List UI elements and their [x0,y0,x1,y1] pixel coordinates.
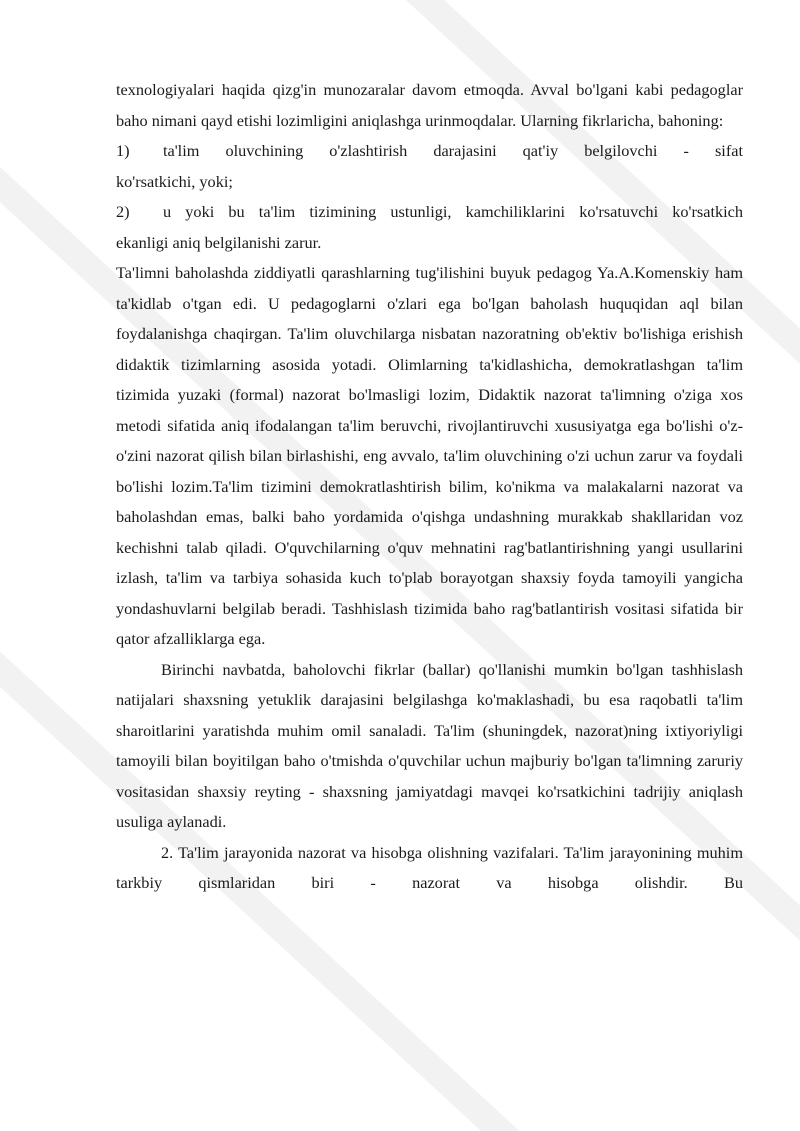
body-paragraph: Birinchi navbatda, baholovchi fikrlar (ballar) qo'llanishi mumkin bo'lgan tashhislash natijalari shaxsning yetuklik darajasini belgilashga ko'maklashadi, bu esa raqobatli ta'lim sharoitlarini yaratishda muhim omil sanaladi. Ta'lim (shuningdek, nazorat)ning ixtiyoriyligi tamoyili bilan boyitilgan baho o'tmishda o'quvchilar uchun majburiy bo'lgan ta'limning zaruriy vositasidan shaxsiy reyting - shaxsning jamiyatdagi mavqei ko'rsatkichini tadrijiy aniqlash usuliga aylanadi. [116,659,743,831]
body-paragraph: Ta'limni baholashda ziddiyatli qarashlarning tug'ilishini buyuk pedagog Ya.A.Komenskiy ham ta'kidlab o'tgan edi. U pedagoglarni o'zlari ega bo'lgan baholash huquqidan aql bilan foydalanishga chaqirgan. Ta'lim oluvchilarga nisbatan nazoratning ob'ektiv bo'lishiga erishish didaktik tizimlarning asosida yotadi. Olimlarning ta'kidlashicha, demokratlashgan ta'lim tizimida yuzaki (formal) nazorat bo'lmasligi lozim, Didaktik nazorat ta'limning o'ziga xos metodi sifatida aniq ifodalangan ta'lim beruvchi, rivojlantiruvchi xususiyatga ega bo'lishi o'z-o'zini nazorat qilish bilan birlashishi, eng avvalo, ta'lim oluvchining o'zi uchun zarur va foydali bo'lishi lozim.Ta'lim tizimini demokratlashtirish bilim, ko'nikma va malakalarni nazorat va baholashdan emas, balki baho yordamida o'qishga undashning murakkab shakllaridan voz kechishni talab qiladi. O'quvchilarning o'quv mehnatini rag'batlantirishning yangi usullarini izlash, ta'lim va tarbiya sohasida kuch to'plab borayotgan shaxsiy foyda tamoyili yangicha yondashuvlarni belgilab beradi. Tashhislash tizimida baho rag'batlantirish vositasi sifatida bir qator afzalliklarga ega. [116,263,743,648]
list-item-number: 1) [116,141,130,160]
list-item-number: 2) [116,202,130,221]
intro-paragraph: texnologiyalari haqida qizg'in munozaralar davom etmoqda. Avval bo'lgani kabi pedagoglar baho nimani qayd etishi lozimligini aniqlashga urinmoqdalar. Ularning fikrlaricha, bahoning: [116,80,743,130]
list-item [116,136,743,167]
list-item [116,197,743,228]
list-item-continuation: ko'rsatkichi, yoki; [116,171,233,191]
list-item-continuation: ekanligi aniq belgilanishi zarur. [116,232,322,252]
document-body [116,75,743,899]
list-item-text: ta'lim oluvchining o'zlashtirish darajasini qat'iy belgilovchi - sifat [163,141,743,160]
section-heading-paragraph: 2. Ta'lim jarayonida nazorat va hisobga olishning vazifalari. Ta'lim jarayonining muhim tarkbiy qismlaridan biri - nazorat va hisobga olishdir. Bu [116,842,743,892]
list-item-text: u yoki bu ta'lim tizimining ustunligi, kamchiliklarini ko'rsatuvchi ko'rsatkich [163,202,743,221]
